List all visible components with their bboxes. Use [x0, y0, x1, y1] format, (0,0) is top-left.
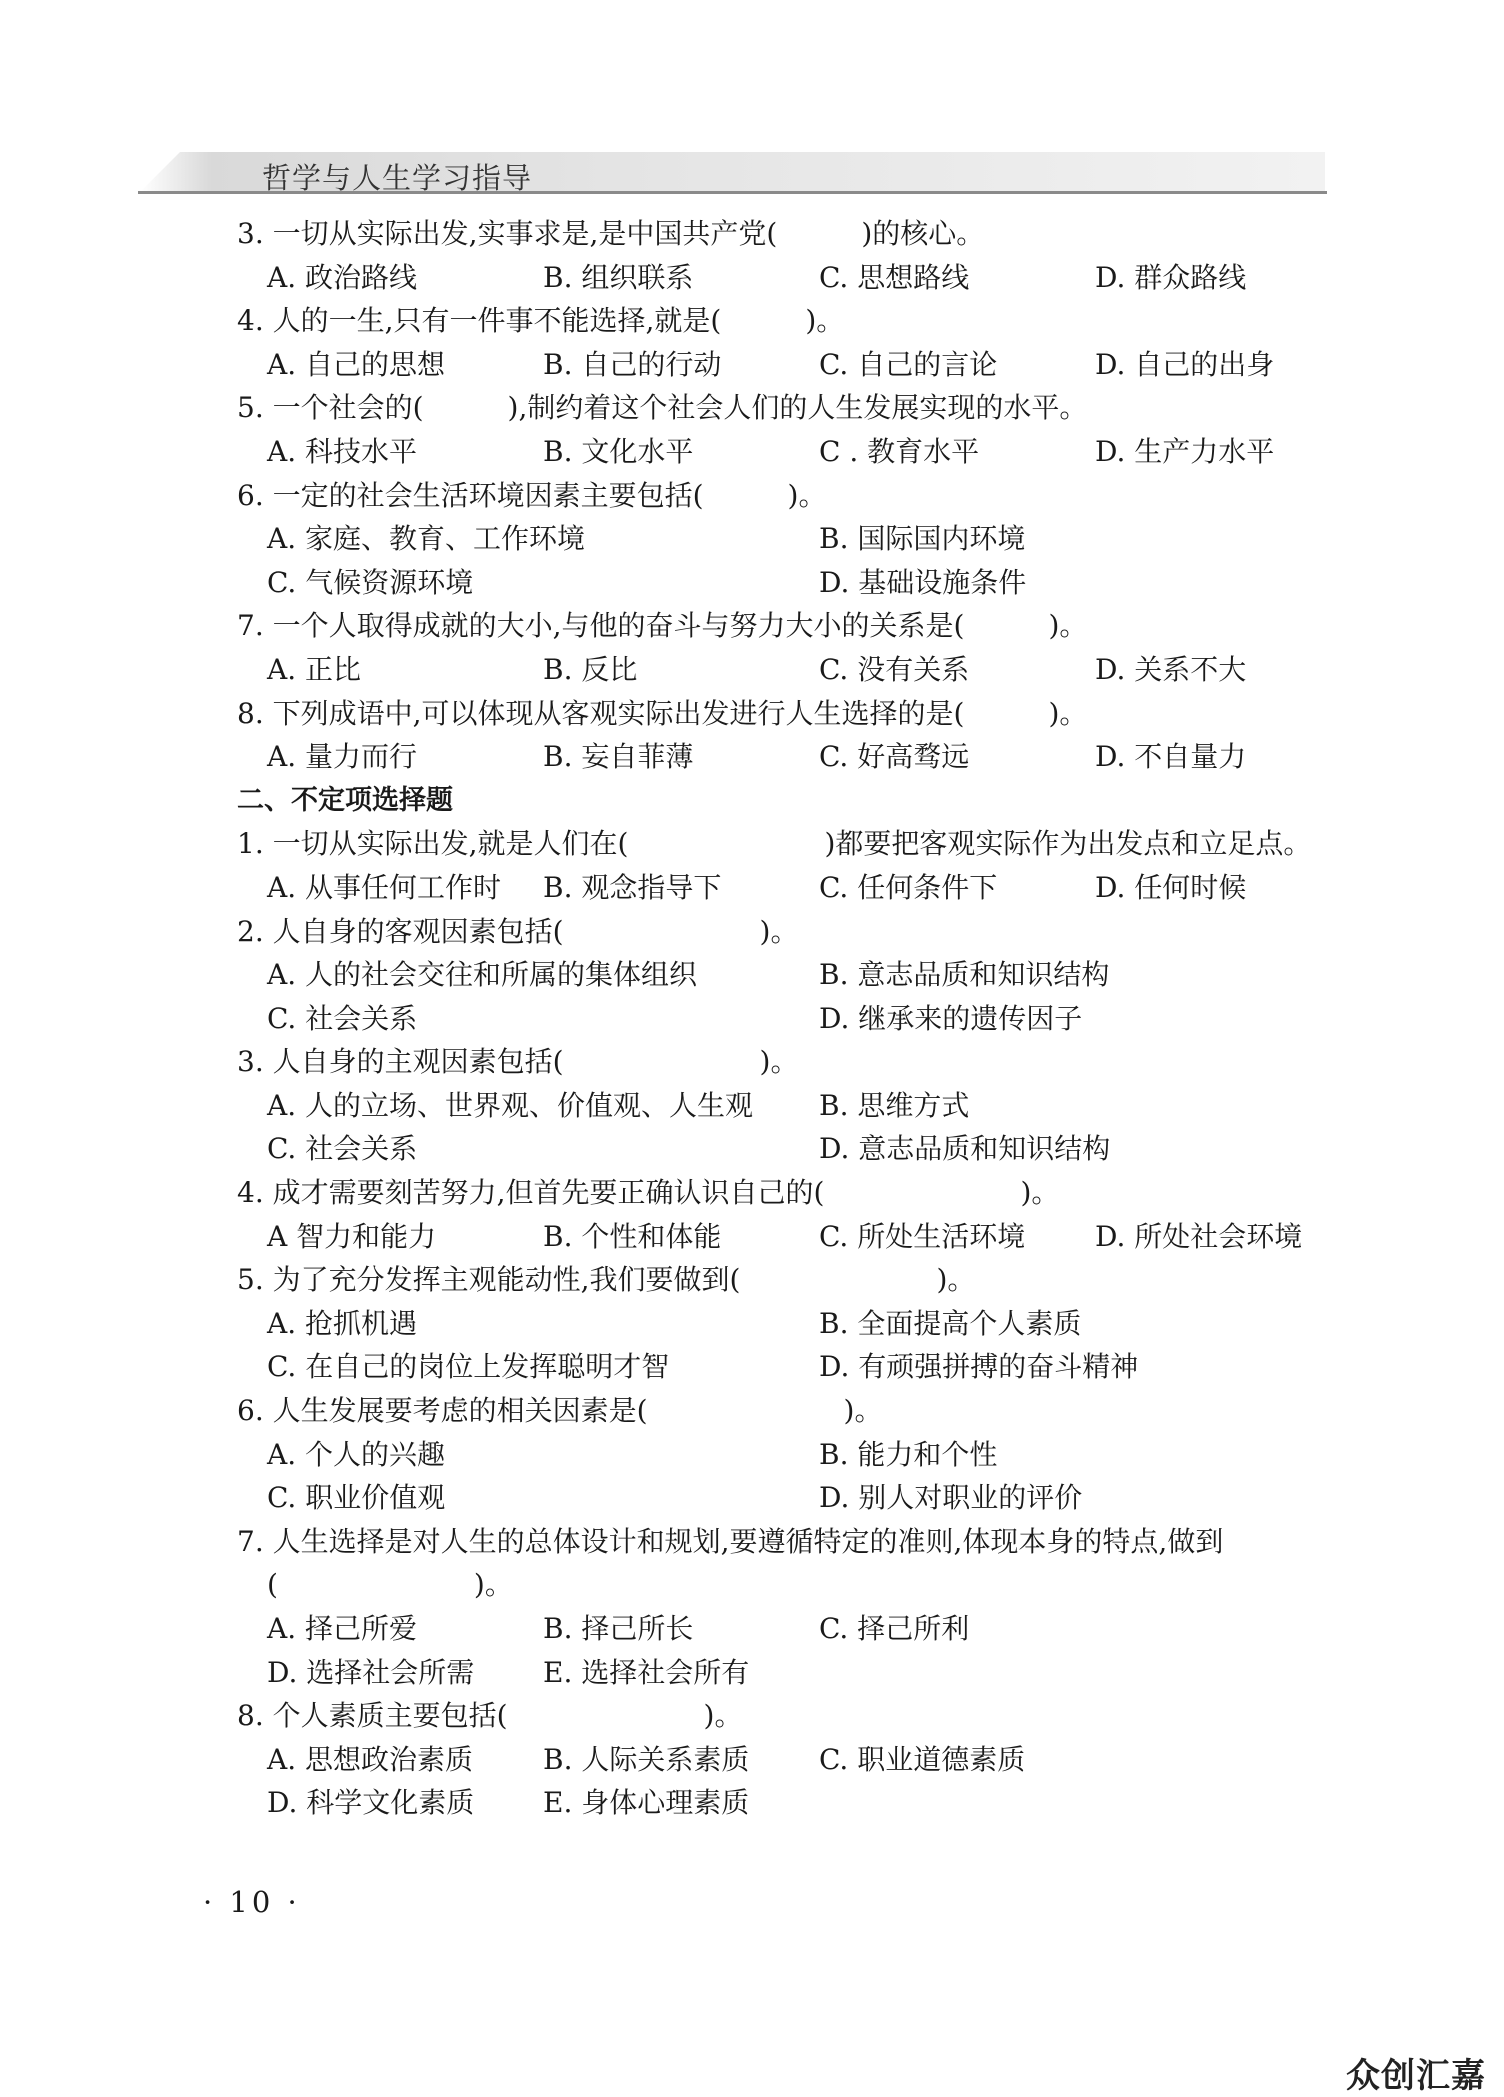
option: A. 人的立场、世界观、价值观、人生观 — [267, 1088, 754, 1122]
option-row — [0, 256, 1504, 300]
question-content — [0, 212, 1504, 1825]
option: D. 选择社会所需 — [267, 1655, 475, 1689]
option: A. 家庭、教育、工作环境 — [267, 522, 586, 556]
option: C. 好高骛远 — [819, 740, 970, 774]
option: D. 关系不大 — [1095, 652, 1247, 686]
option: C. 气候资源环境 — [267, 565, 474, 599]
option: E. 身体心理素质 — [543, 1786, 750, 1820]
option: A. 量力而行 — [267, 740, 418, 774]
question-stem: 8. 下列成语中,可以体现从客观实际出发进行人生选择的是( )。 — [237, 696, 1088, 730]
option-row — [0, 1433, 1504, 1477]
option: C. 择己所利 — [819, 1612, 970, 1645]
option: B. 文化水平 — [543, 434, 694, 468]
option-row — [0, 1215, 1504, 1259]
answer-blank: ( )。 — [267, 1568, 513, 1602]
question — [0, 474, 1504, 518]
option-row — [0, 1476, 1504, 1520]
option: A. 正比 — [267, 652, 362, 686]
option: D. 自己的出身 — [1095, 347, 1275, 381]
question-stem: 4. 人的一生,只有一件事不能选择,就是( )。 — [237, 304, 845, 338]
option: B. 能力和个性 — [819, 1437, 998, 1471]
option: B. 自己的行动 — [543, 347, 722, 381]
option: C. 思想路线 — [819, 260, 970, 294]
option: C. 任何条件下 — [819, 870, 998, 904]
option-row — [0, 866, 1504, 910]
question — [0, 910, 1504, 954]
question-stem: 3. 人自身的主观因素包括( )。 — [237, 1045, 799, 1079]
option-row — [0, 343, 1504, 387]
option: D. 基础设施条件 — [819, 565, 1027, 599]
question-continuation — [0, 1563, 1504, 1607]
option: B. 意志品质和知识结构 — [819, 958, 1110, 992]
running-header-title: 哲学与人生学习指导 — [262, 161, 533, 195]
question — [0, 1694, 1504, 1738]
option: C. 社会关系 — [267, 1001, 418, 1035]
question-stem: 5. 一个社会的( ),制约着这个社会人们的人生发展实现的水平。 — [237, 391, 1088, 425]
question — [0, 386, 1504, 430]
question-stem: 3. 一切从实际出发,实事求是,是中国共产党( )的核心。 — [237, 217, 985, 250]
question — [0, 692, 1504, 736]
option-row — [0, 517, 1504, 561]
question-stem: 8. 个人素质主要包括( )。 — [237, 1699, 743, 1733]
option: C. 职业价值观 — [267, 1481, 446, 1515]
question-stem: 6. 一定的社会生活环境因素主要包括( )。 — [237, 478, 827, 512]
watermark-logo: 众创汇嘉 — [1346, 2056, 1486, 2096]
option: A. 个人的兴趣 — [267, 1437, 446, 1471]
question — [0, 299, 1504, 343]
option: D. 科学文化素质 — [267, 1786, 475, 1820]
question — [0, 1258, 1504, 1302]
option: A. 思想政治素质 — [267, 1742, 474, 1776]
option: C. 没有关系 — [819, 652, 970, 686]
option-row — [0, 953, 1504, 997]
option: B. 个性和体能 — [543, 1219, 722, 1253]
option: D. 有顽强拼搏的奋斗精神 — [819, 1350, 1139, 1384]
option: B. 择己所长 — [543, 1612, 694, 1645]
option-row — [0, 1302, 1504, 1346]
option: C. 所处生活环境 — [819, 1219, 1026, 1253]
option: B. 国际国内环境 — [819, 522, 1026, 556]
option: B. 组织联系 — [543, 260, 694, 294]
option: C. 自己的言论 — [819, 347, 998, 381]
option: A. 人的社会交往和所属的集体组织 — [267, 958, 698, 992]
section-title: 二、不定项选择题 — [237, 784, 453, 816]
option-row — [0, 561, 1504, 605]
option: B. 妄自菲薄 — [543, 740, 694, 774]
option: B. 思维方式 — [819, 1088, 970, 1122]
question-stem: 5. 为了充分发挥主观能动性,我们要做到( )。 — [237, 1263, 976, 1297]
option: C . 教育水平 — [819, 434, 980, 468]
option-row — [0, 1084, 1504, 1128]
option: A. 科技水平 — [267, 434, 418, 468]
question-stem: 2. 人自身的客观因素包括( )。 — [237, 914, 799, 948]
option: C. 职业道德素质 — [819, 1742, 1026, 1776]
question-stem: 6. 人生发展要考虑的相关因素是( )。 — [237, 1394, 883, 1428]
option-row — [0, 1345, 1504, 1389]
option: D. 群众路线 — [1095, 260, 1247, 294]
option: D. 生产力水平 — [1095, 434, 1275, 468]
option-row — [0, 430, 1504, 474]
option: B. 人际关系素质 — [543, 1742, 750, 1776]
option: B. 观念指导下 — [543, 870, 722, 904]
question — [0, 212, 1504, 256]
option-row — [0, 1127, 1504, 1171]
option: E. 选择社会所有 — [543, 1655, 750, 1689]
option: D. 所处社会环境 — [1095, 1219, 1303, 1253]
question — [0, 1520, 1504, 1564]
option: C. 在自己的岗位上发挥聪明才智 — [267, 1350, 670, 1384]
option-row — [0, 648, 1504, 692]
option-row — [0, 997, 1504, 1041]
option: A. 从事任何工作时 — [267, 870, 502, 904]
option: A 智力和能力 — [267, 1219, 437, 1253]
option: B. 全面提高个人素质 — [819, 1306, 1082, 1340]
page-number: · 10 · — [203, 1885, 301, 1919]
option: D. 意志品质和知识结构 — [819, 1132, 1111, 1166]
option-row — [0, 1738, 1504, 1782]
option: D. 任何时候 — [1095, 870, 1247, 904]
option: A. 政治路线 — [267, 260, 418, 294]
question — [0, 1389, 1504, 1433]
section-heading — [0, 779, 1504, 823]
option: D. 继承来的遗传因子 — [819, 1001, 1083, 1035]
option: A. 择己所爱 — [267, 1612, 418, 1645]
option: C. 社会关系 — [267, 1132, 418, 1166]
question — [0, 604, 1504, 648]
question — [0, 822, 1504, 866]
question-stem: 4. 成才需要刻苦努力,但首先要正确认识自己的( )。 — [237, 1176, 1060, 1210]
question-stem: 1. 一切从实际出发,就是人们在( )都要把客观实际作为出发点和立足点。 — [237, 827, 1312, 861]
option: D. 别人对职业的评价 — [819, 1481, 1083, 1515]
option-row — [0, 1781, 1504, 1825]
option: B. 反比 — [543, 652, 638, 686]
option: D. 不自量力 — [1095, 740, 1247, 774]
question — [0, 1171, 1504, 1215]
question-stem: 7. 人生选择是对人生的总体设计和规划,要遵循特定的准则,体现本身的特点,做到 — [237, 1524, 1224, 1558]
option: A. 抢抓机遇 — [267, 1306, 418, 1340]
option: A. 自己的思想 — [267, 347, 446, 381]
option-row — [0, 1607, 1504, 1651]
question — [0, 1040, 1504, 1084]
option-row — [0, 1651, 1504, 1695]
question-stem: 7. 一个人取得成就的大小,与他的奋斗与努力大小的关系是( )。 — [237, 609, 1088, 643]
option-row — [0, 735, 1504, 779]
